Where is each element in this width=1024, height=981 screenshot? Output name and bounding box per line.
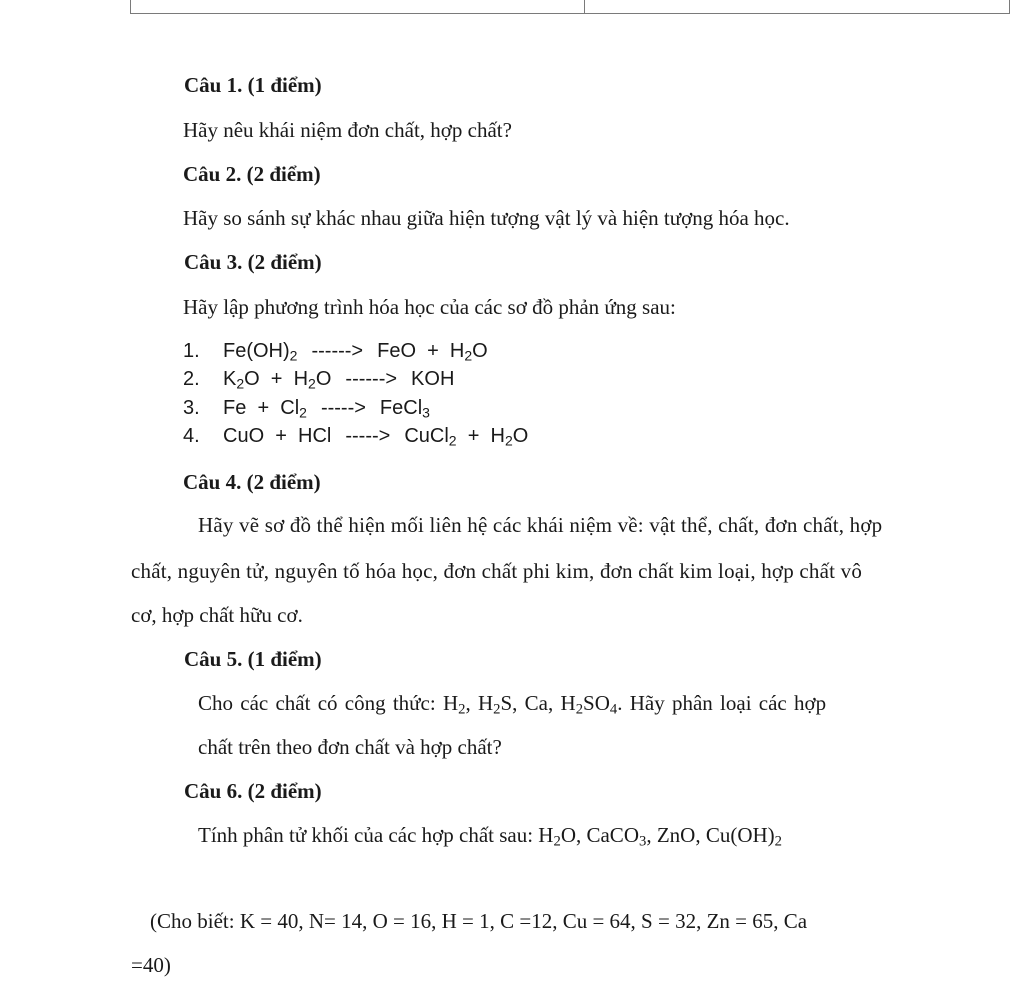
question-6-formulas: $H_2O$, CaCO$_3$, ZnO, $Cu(OH)_2$ [538, 823, 782, 850]
table-column-divider [584, 0, 585, 14]
table-bottom-edge [130, 0, 1010, 14]
reaction-number: 3. [183, 397, 200, 419]
reaction-number: 2. [183, 368, 200, 390]
reaction-3 [183, 395, 430, 421]
reaction-arrow: ------> [311, 340, 364, 362]
reaction-products: FeCl$_3$ [379, 397, 430, 421]
question-5-line-2: chất trên theo đơn chất và hợp chất? [198, 735, 502, 759]
question-4-heading: Câu 4. (2 điểm) [183, 470, 321, 494]
question-5-line-1 [198, 690, 826, 716]
question-5-heading: Câu 5. (1 điểm) [184, 647, 322, 671]
question-3-text: Hãy lập phương trình hóa học của các sơ đồ phản ứng sau: [183, 295, 676, 319]
reaction-1 [183, 338, 488, 364]
reaction-products: CuCl$_2$ + $H_2O$ [404, 425, 529, 449]
reaction-number: 1. [183, 340, 200, 362]
reaction-reactants: $K_2O + H_2O$ [223, 368, 332, 392]
question-1-text: Hãy nêu khái niệm đơn chất, hợp chất? [183, 118, 512, 142]
reaction-products: FeO + $H_2O$ [377, 340, 488, 364]
question-5-suffix: Hãy phân loại các hợp [629, 691, 827, 715]
question-5-prefix: Cho các chất có công thức: [198, 691, 436, 715]
reaction-2 [183, 366, 454, 392]
question-4-line-2: chất, nguyên tử, nguyên tố hóa học, đơn chất phi kim, đơn chất kim loại, hợp chất vô [131, 559, 863, 583]
reaction-reactants: $Fe(OH)_2$ [223, 340, 298, 364]
question-4-line-1: Hãy vẽ sơ đồ thể hiện mối liên hệ các khái niệm về: vật thể, chất, đơn chất, hợp [198, 513, 883, 537]
reaction-reactants: CuO + HCl [223, 425, 332, 447]
reaction-products: KOH [411, 368, 455, 390]
reaction-arrow: -----> [345, 425, 391, 447]
question-6-text [198, 822, 782, 848]
reaction-number: 4. [183, 425, 200, 447]
question-5-formulas: $H_2$, $H_2S$, Ca, $H_2SO_4$. [442, 691, 623, 718]
reaction-reactants: $Fe + Cl_2$ [223, 397, 307, 421]
given-data-line-2: =40) [131, 953, 171, 977]
question-2-heading: Câu 2. (2 điểm) [183, 162, 321, 186]
question-3-heading: Câu 3. (2 điểm) [184, 250, 322, 274]
question-4-line-3: cơ, hợp chất hữu cơ. [131, 603, 303, 627]
reaction-arrow: ------> [345, 368, 398, 390]
reaction-arrow: -----> [320, 397, 366, 419]
given-data-line-1: (Cho biết: K = 40, N= 14, O = 16, H = 1, C =12, Cu = 64, S = 32, Zn = 65, Ca [150, 909, 808, 933]
question-6-prefix: Tính phân tử khối của các hợp chất sau: [198, 823, 534, 847]
question-2-text: Hãy so sánh sự khác nhau giữa hiện tượng vật lý và hiện tượng hóa học. [183, 206, 790, 230]
question-6-heading: Câu 6. (2 điểm) [184, 779, 322, 803]
reaction-4 [183, 423, 528, 449]
question-1-heading: Câu 1. (1 điểm) [184, 73, 322, 97]
